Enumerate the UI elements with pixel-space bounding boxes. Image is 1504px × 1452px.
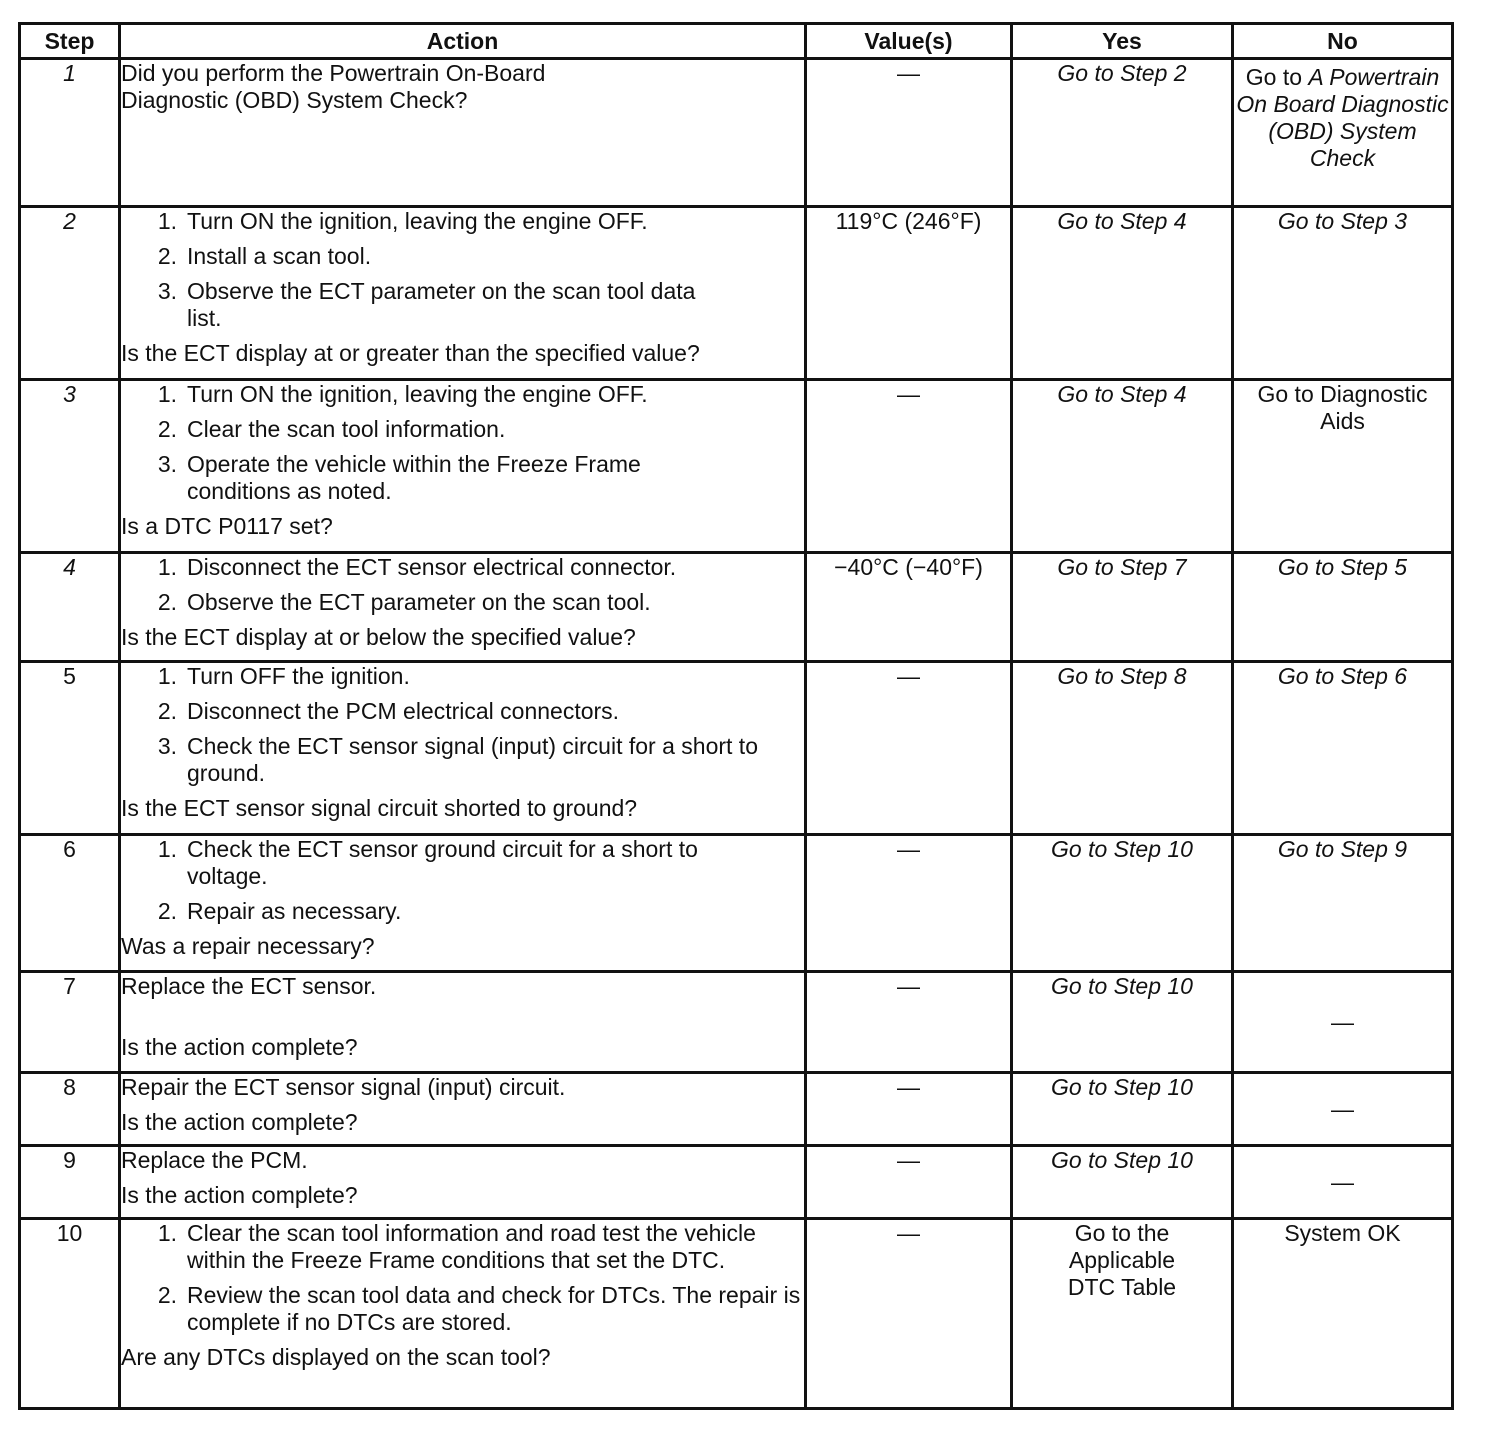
list-item: 3. Observe the ECT parameter on the scan tool data list. (157, 278, 696, 331)
action-cell (120, 1146, 806, 1219)
action-cell (120, 380, 806, 553)
list-item: 2. Review the scan tool data and check for DTCs. The repair is complete if no DTCs are stored. (157, 1282, 801, 1335)
value-cell: — (806, 1073, 1012, 1146)
step-number: 8 (20, 1073, 120, 1146)
action-question: Are any DTCs displayed on the scan tool? (121, 1344, 551, 1370)
action-text: Replace the ECT sensor. (121, 973, 377, 999)
yes-cell: Go to Step 2 (1012, 59, 1233, 207)
list-item: 2. Install a scan tool. (157, 243, 372, 269)
value-cell: — (806, 380, 1012, 553)
no-cell: Go to Step 5 (1233, 553, 1453, 662)
action-question: Is a DTC P0117 set? (121, 513, 333, 539)
table-row (20, 380, 1453, 553)
list-item: 2. Observe the ECT parameter on the scan tool. (157, 589, 651, 615)
no-prefix: Go to (1245, 64, 1303, 90)
table-header-row (20, 24, 1453, 59)
action-cell (120, 207, 806, 380)
yes-cell: Go to Step 10 (1012, 972, 1233, 1073)
action-steps (121, 554, 804, 616)
list-item: 1. Turn ON the ignition, leaving the engine OFF. (157, 381, 648, 407)
action-question: Was a repair necessary? (121, 933, 375, 959)
step-number: 5 (20, 662, 120, 835)
step-number: 2 (20, 207, 120, 380)
action-steps (121, 208, 804, 332)
yes-cell: Go to Step 7 (1012, 553, 1233, 662)
action-question: Is the ECT display at or greater than the specified value? (121, 340, 700, 366)
action-steps (121, 663, 804, 787)
value-cell: — (806, 972, 1012, 1073)
no-cell: System OK (1233, 1219, 1453, 1409)
list-item: 1. Turn ON the ignition, leaving the engine OFF. (157, 208, 648, 234)
step-number: 3 (20, 380, 120, 553)
value-cell: 119°C (246°F) (806, 207, 1012, 380)
value-cell: — (806, 1146, 1012, 1219)
value-cell: — (806, 662, 1012, 835)
value-cell: — (806, 1219, 1012, 1409)
diagnostic-page (18, 22, 1454, 1410)
yes-cell: Go to Step 4 (1012, 207, 1233, 380)
action-cell (120, 1219, 806, 1409)
yes-cell: Go to Step 8 (1012, 662, 1233, 835)
table-row (20, 662, 1453, 835)
no-cell: — (1233, 1146, 1453, 1219)
action-text: Did you perform the Powertrain On-Board Diagnostic (OBD) System Check? (121, 60, 546, 113)
table-row (20, 207, 1453, 380)
action-steps (121, 836, 804, 925)
action-question: Is the action complete? (121, 1182, 358, 1208)
action-cell (120, 835, 806, 972)
no-cell: — (1233, 972, 1453, 1073)
action-steps (121, 1220, 804, 1336)
yes-cell: Go to Step 10 (1012, 1146, 1233, 1219)
step-number: 10 (20, 1219, 120, 1409)
list-item: 2. Disconnect the PCM electrical connectors. (157, 698, 620, 724)
table-row (20, 59, 1453, 207)
value-cell: — (806, 59, 1012, 207)
action-cell (120, 1073, 806, 1146)
action-question: Is the ECT display at or below the specified value? (121, 624, 636, 650)
action-text: Repair the ECT sensor signal (input) circuit. (121, 1074, 566, 1100)
list-item: 2. Clear the scan tool information. (157, 416, 506, 442)
action-cell (120, 972, 806, 1073)
header-yes: Yes (1012, 24, 1233, 59)
yes-cell: Go to the Applicable DTC Table (1012, 1219, 1233, 1409)
action-cell (120, 59, 806, 207)
yes-cell: Go to Step 10 (1012, 835, 1233, 972)
no-cell: Go to Step 6 (1233, 662, 1453, 835)
action-text: Replace the PCM. (121, 1147, 308, 1173)
list-item: 3. Operate the vehicle within the Freeze Frame conditions as noted. (157, 451, 641, 504)
no-cell (1233, 59, 1453, 207)
table-row (20, 1073, 1453, 1146)
table-row (20, 1146, 1453, 1219)
diagnostic-table (18, 22, 1454, 1410)
action-question: Is the ECT sensor signal circuit shorted to ground? (121, 795, 638, 821)
header-action: Action (120, 24, 806, 59)
list-item: 1. Disconnect the ECT sensor electrical connector. (157, 554, 677, 580)
no-cell: — (1233, 1073, 1453, 1146)
action-steps (121, 381, 804, 505)
table-row (20, 972, 1453, 1073)
header-values: Value(s) (806, 24, 1012, 59)
header-no: No (1233, 24, 1453, 59)
list-item: 2. Repair as necessary. (157, 898, 402, 924)
list-item: 1. Clear the scan tool information and road test the vehicle within the Freeze Frame conditions that set the DTC. (157, 1220, 756, 1273)
no-cell: Go to Diagnostic Aids (1233, 380, 1453, 553)
value-cell: — (806, 835, 1012, 972)
action-cell (120, 662, 806, 835)
yes-cell: Go to Step 4 (1012, 380, 1233, 553)
action-question: Is the action complete? (121, 1109, 358, 1135)
no-cell: Go to Step 3 (1233, 207, 1453, 380)
no-cell: Go to Step 9 (1233, 835, 1453, 972)
table-row (20, 835, 1453, 972)
value-cell: −40°C (−40°F) (806, 553, 1012, 662)
table-row (20, 553, 1453, 662)
step-number: 9 (20, 1146, 120, 1219)
table-row (20, 1219, 1453, 1409)
no-link-text: A Powertrain On Board Diagnostic (OBD) System Check (1236, 64, 1449, 171)
step-number: 7 (20, 972, 120, 1073)
step-number: 1 (20, 59, 120, 207)
list-item: 1. Check the ECT sensor ground circuit for a short to voltage. (157, 836, 698, 889)
header-step: Step (20, 24, 120, 59)
list-item: 3. Check the ECT sensor signal (input) circuit for a short to ground. (157, 733, 758, 786)
action-cell (120, 553, 806, 662)
action-question: Is the action complete? (121, 1034, 358, 1060)
step-number: 6 (20, 835, 120, 972)
step-number: 4 (20, 553, 120, 662)
yes-cell: Go to Step 10 (1012, 1073, 1233, 1146)
list-item: 1. Turn OFF the ignition. (157, 663, 410, 689)
